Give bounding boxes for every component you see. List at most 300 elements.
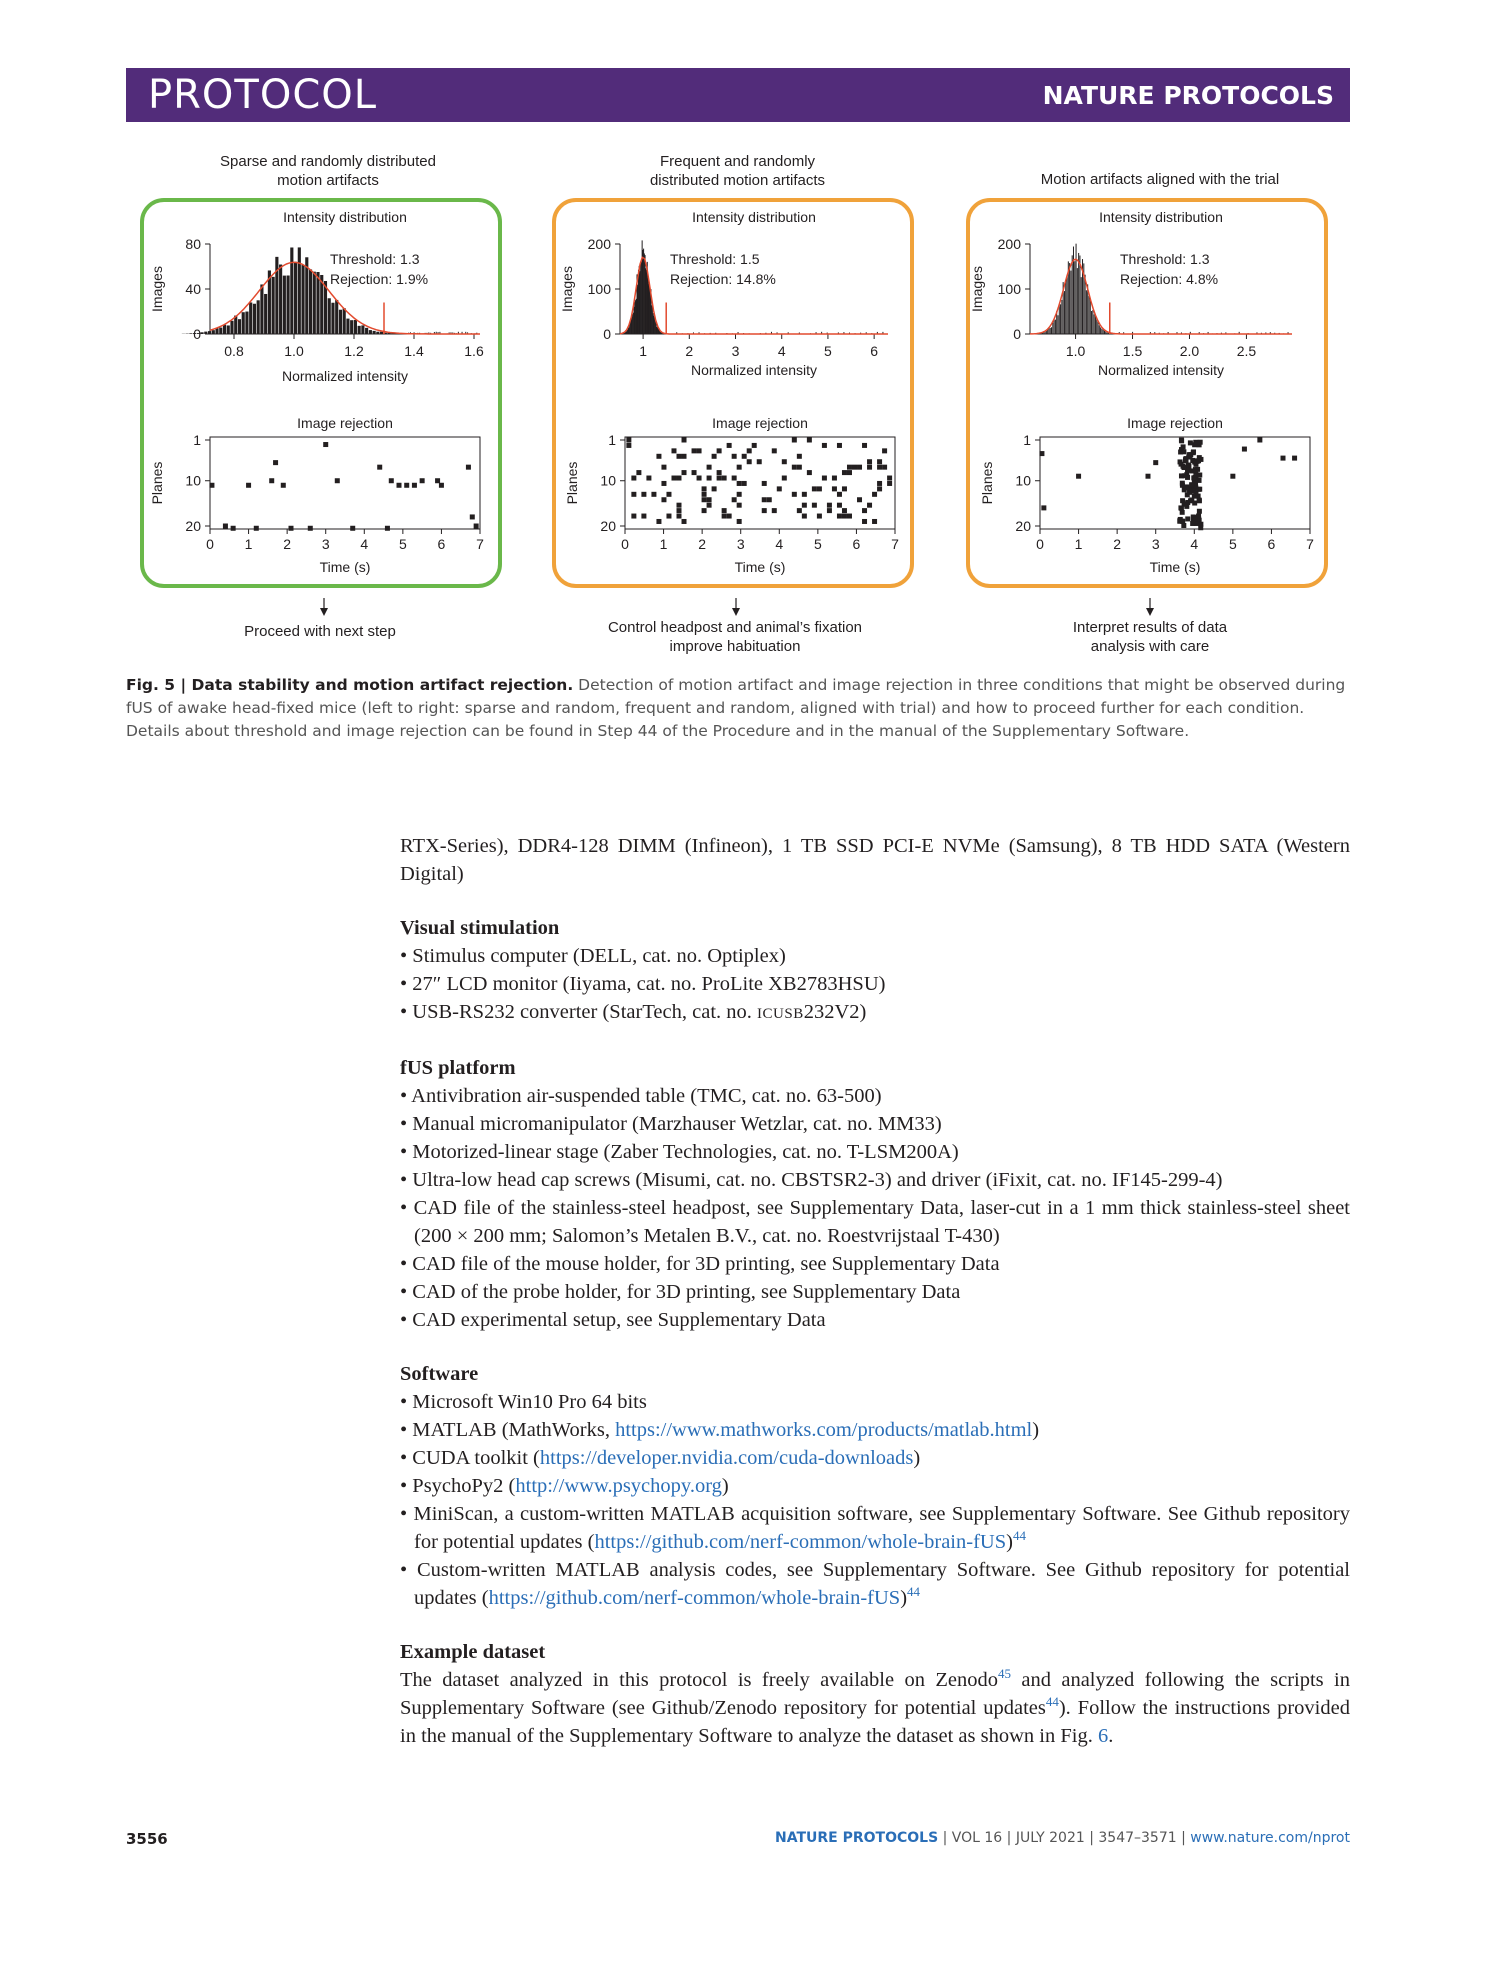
rejected-image-dot	[797, 465, 802, 470]
rejected-image-dot	[666, 514, 671, 519]
rejection-y-label: Planes	[979, 461, 995, 505]
rejection-x-tick-label: 7	[1306, 536, 1314, 552]
rejection-x-tick-label: 4	[775, 536, 784, 552]
cuda-link[interactable]: https://developer.nvidia.com/cuda-downloads	[539, 1447, 914, 1469]
rejected-image-dot	[757, 459, 762, 464]
rejected-image-dot	[1182, 501, 1187, 506]
rejection-x-label: Time (s)	[1149, 559, 1201, 575]
gaussian-fit-line	[620, 257, 888, 334]
rejected-image-dot	[641, 492, 646, 497]
hist-x-tick-label: 6	[870, 343, 879, 359]
reference-45[interactable]: 45	[997, 1666, 1011, 1682]
rejected-image-dot	[732, 454, 737, 459]
hist-bar	[1047, 330, 1048, 334]
hist-bar	[1081, 277, 1082, 334]
rejected-image-dot	[822, 476, 827, 481]
rejected-image-dot	[842, 470, 847, 475]
rejected-image-dot	[722, 508, 727, 513]
list-item: • Manual micromanipulator (Marzhauser Wetzlar, cat. no. MM33)	[400, 1113, 942, 1135]
matlab-link[interactable]: https://www.mathworks.com/products/matlab.html	[615, 1419, 1033, 1441]
list-item: • Ultra-low head cap screws (Misumi, cat. no. CBSTSR2-3) and driver (iFixit, cat. no. IF145-299-4)	[400, 1169, 1223, 1191]
rejected-image-dot	[269, 478, 274, 483]
rejected-image-dot	[466, 465, 471, 470]
rejected-image-dot	[842, 514, 847, 519]
hist-x-tick-label: 2.5	[1236, 343, 1257, 359]
rejected-image-dot	[717, 448, 722, 453]
list-item: • Microsoft Win10 Pro 64 bits	[400, 1391, 647, 1413]
rejected-image-dot	[727, 443, 732, 448]
hist-bar	[316, 272, 319, 334]
list-item: • MiniScan, a custom-written MATLAB acquisition software, see Supplementary Software. See Github repository for potential updates (https://github.com/nerf-common/whole-brain-fUS)$^{44}$	[400, 1503, 1350, 1553]
rejected-image-dot	[1230, 474, 1235, 479]
rejected-image-dot	[857, 465, 862, 470]
rejected-image-dot	[692, 448, 697, 453]
rejected-image-dot	[682, 438, 687, 443]
rejected-image-dot	[887, 481, 892, 486]
hist-x-tick-label: 1.5	[1122, 343, 1143, 359]
hist-bar	[1101, 329, 1102, 334]
rejected-image-dot	[882, 448, 887, 453]
reference-44[interactable]: 44	[907, 1584, 921, 1600]
rejected-image-dot	[867, 459, 872, 464]
rejected-image-dot	[702, 486, 707, 491]
hist-bar	[223, 325, 226, 334]
hist-y-tick-label: 0	[193, 326, 201, 342]
hist-bar	[346, 319, 349, 334]
rejected-image-dot	[862, 519, 867, 524]
rejected-image-dot	[867, 465, 872, 470]
rejected-image-dot	[867, 503, 872, 508]
rejected-image-dot	[817, 486, 822, 491]
rejected-image-dot	[827, 503, 832, 508]
rejected-image-dot	[712, 454, 717, 459]
rejected-image-dot	[747, 459, 752, 464]
rejected-image-dot	[682, 470, 687, 475]
rejected-image-dot	[812, 486, 817, 491]
rejected-image-dot	[1179, 506, 1184, 511]
rejected-image-dot	[847, 514, 852, 519]
rejection-x-tick-label: 2	[283, 536, 292, 552]
rejected-image-dot	[641, 514, 646, 519]
hist-bar	[331, 303, 334, 334]
rejected-image-dot	[842, 508, 847, 513]
rejected-image-dot	[385, 526, 390, 531]
rejected-image-dot	[742, 454, 747, 459]
footer-citation: NATURE PROTOCOLS | VOL 16 | JULY 2021 | 3547–3571 | www.nature.com/nprot	[774, 1830, 1350, 1846]
rejected-image-dot	[1197, 455, 1202, 460]
rejected-image-dot	[837, 514, 842, 519]
rejected-image-dot	[231, 526, 236, 531]
list-item: • Stimulus computer (DELL, cat. no. Optiplex)	[400, 945, 786, 967]
rejected-image-dot	[661, 481, 666, 486]
hist-y-label: Images	[969, 266, 985, 312]
rejected-image-dot	[802, 514, 807, 519]
rejected-image-dot	[792, 492, 797, 497]
hist-bar	[294, 262, 297, 334]
rejected-image-dot	[872, 519, 877, 524]
rejection-label: Rejection: 4.8%	[1120, 271, 1219, 287]
rejected-image-dot	[656, 454, 661, 459]
rejected-image-dot	[1182, 465, 1187, 470]
rejected-image-dot	[877, 481, 882, 486]
rejected-image-dot	[671, 476, 676, 481]
hist-bar	[1070, 271, 1071, 334]
hist-x-tick-label: 5	[824, 343, 832, 359]
rejection-x-tick-label: 2	[698, 536, 707, 552]
rejected-image-dot	[397, 483, 402, 488]
hist-bar	[1050, 328, 1051, 334]
rejected-image-dot	[782, 459, 787, 464]
hist-bar	[309, 269, 312, 334]
rejected-image-dot	[671, 448, 676, 453]
hist-bar	[358, 326, 361, 334]
rejection-x-tick-label: 1	[659, 536, 668, 552]
hist-bar	[219, 328, 222, 334]
rejected-image-dot	[767, 497, 772, 502]
hist-bar	[264, 294, 267, 334]
rejected-image-dot	[822, 443, 827, 448]
hist-bar	[1108, 333, 1109, 334]
rejected-image-dot	[732, 476, 737, 481]
journal-url[interactable]: www.nature.com/nprot	[1190, 1830, 1350, 1846]
rejected-image-dot	[762, 508, 767, 513]
rejection-label: Rejection: 14.8%	[670, 271, 776, 287]
rejected-image-dot	[802, 492, 807, 497]
hist-x-tick-label: 1.0	[1065, 343, 1086, 359]
rejected-image-dot	[877, 486, 882, 491]
rejection-y-tick-label: 10	[600, 472, 616, 489]
rejected-image-dot	[847, 465, 852, 470]
rejected-image-dot	[646, 476, 651, 481]
rejected-image-dot	[626, 443, 631, 448]
rejected-image-dot	[677, 476, 682, 481]
rejection-x-tick-label: 4	[1190, 536, 1199, 552]
rejection-x-tick-label: 6	[852, 536, 861, 552]
hist-bar	[1052, 323, 1053, 334]
hist-x-label: Normalized intensity	[281, 368, 409, 384]
hist-y-tick-label: 0	[1013, 326, 1021, 342]
rejected-image-dot	[862, 508, 867, 513]
rejection-x-tick-label: 3	[736, 536, 745, 552]
hist-bar	[313, 272, 316, 334]
rejection-y-tick-label: 10	[185, 472, 201, 489]
rejected-image-dot	[832, 486, 837, 491]
rejected-image-dot	[1193, 469, 1198, 474]
rejected-image-dot	[682, 454, 687, 459]
reference-44[interactable]: 44	[1012, 1528, 1026, 1544]
rejection-x-tick-label: 5	[1228, 536, 1237, 552]
hist-y-tick-label: 40	[185, 281, 201, 297]
hist-bar	[373, 331, 376, 334]
rejection-x-tick-label: 6	[437, 536, 446, 552]
rejected-image-dot	[692, 470, 697, 475]
rejected-image-dot	[377, 465, 382, 470]
rejected-image-dot	[747, 448, 752, 453]
rejected-image-dot	[1185, 492, 1190, 497]
hist-y-tick-label: 200	[587, 236, 611, 252]
hist-bar	[1059, 305, 1060, 334]
rejection-y-tick-label: 1	[193, 432, 201, 448]
hist-bar	[287, 275, 290, 334]
hist-bar	[245, 312, 248, 334]
panel-2-title: Frequent and randomly distributed motion artifacts	[649, 153, 826, 189]
hist-x-tick-label: 2	[685, 343, 694, 359]
figure-caption	[126, 674, 1350, 743]
rejection-label: Rejection: 1.9%	[330, 271, 429, 287]
rejected-image-dot	[837, 492, 842, 497]
hist-bar	[1057, 315, 1058, 334]
list-item: • CAD experimental setup, see Supplementary Data	[400, 1309, 826, 1331]
hist-bar	[1091, 311, 1092, 334]
hist-bar	[272, 277, 275, 334]
hist-bar	[1107, 332, 1108, 334]
list-item: • CUDA toolkit (https://developer.nvidia.com/cuda-downloads)	[400, 1447, 921, 1469]
hist-bar	[1067, 276, 1068, 334]
rejected-image-dot	[717, 476, 722, 481]
rejected-image-dot	[389, 478, 394, 483]
hist-x-tick-label: 1.4	[404, 343, 424, 359]
hist-bar	[1098, 321, 1099, 334]
rejected-image-dot	[1183, 458, 1188, 463]
rejection-x-tick-label: 7	[476, 536, 484, 552]
rejected-image-dot	[1198, 440, 1203, 445]
github-link[interactable]: https://github.com/nerf-common/whole-brain-fUS	[488, 1587, 901, 1609]
psychopy-link[interactable]: http://www.psychopy.org	[515, 1475, 722, 1497]
hist-x-tick-label: 1	[639, 343, 648, 359]
hist-bar	[343, 308, 346, 334]
threshold-label: Threshold: 1.3	[330, 251, 420, 267]
rejected-image-dot	[887, 476, 892, 481]
rejected-image-dot	[707, 497, 712, 502]
figure-5-charts	[0, 0, 1489, 660]
hist-bar	[1104, 331, 1105, 334]
panel-3-note: Interpret results of data analysis with care	[1072, 619, 1228, 655]
hist-bar	[1100, 327, 1101, 334]
hist-bar	[279, 265, 282, 334]
rejected-image-dot	[877, 459, 882, 464]
hist-bar	[1060, 304, 1061, 334]
rejection-x-label: Time (s)	[734, 559, 786, 575]
arrow-head	[732, 608, 740, 616]
page-number: 3556	[126, 1830, 168, 1848]
rejected-image-dot	[697, 448, 702, 453]
rejected-image-dot	[474, 524, 479, 529]
rejected-image-dot	[717, 470, 722, 475]
rejected-image-dot	[742, 481, 747, 486]
rejected-image-dot	[273, 460, 278, 465]
rejected-image-dot	[812, 503, 817, 508]
rejected-image-dot	[1181, 449, 1186, 454]
rejected-image-dot	[797, 508, 802, 513]
rejected-image-dot	[727, 514, 732, 519]
rejection-x-label: Time (s)	[319, 559, 371, 575]
rejected-image-dot	[712, 486, 717, 491]
rejected-image-dot	[223, 524, 228, 529]
rejection-y-tick-label: 1	[608, 432, 616, 448]
rejected-image-dot	[882, 465, 887, 470]
hist-title: Intensity distribution	[1099, 209, 1223, 225]
hist-y-tick-label: 80	[185, 236, 201, 252]
hist-bar	[189, 333, 192, 334]
rejection-x-tick-label: 3	[1151, 536, 1160, 552]
hist-bar	[1090, 300, 1091, 334]
rejected-image-dot	[807, 470, 812, 475]
rejection-x-tick-label: 2	[1113, 536, 1122, 552]
rejected-image-dot	[1257, 438, 1262, 443]
hist-bar	[1072, 255, 1073, 334]
rejected-image-dot	[782, 476, 787, 481]
hist-bar	[1077, 268, 1078, 334]
rejected-image-dot	[661, 465, 666, 470]
rejection-y-tick-label: 20	[185, 518, 201, 534]
rejected-image-dot	[1193, 491, 1198, 496]
rejected-image-dot	[847, 470, 852, 475]
rejected-image-dot	[1189, 482, 1194, 487]
hist-bar	[1076, 244, 1077, 334]
rejected-image-dot	[837, 503, 842, 508]
rejection-x-tick-label: 5	[398, 536, 407, 552]
journal-name: NATURE PROTOCOLS	[1042, 81, 1334, 110]
hist-title: Intensity distribution	[283, 209, 407, 225]
hist-bar	[365, 328, 368, 334]
hist-bar	[253, 304, 256, 334]
rejected-image-dot	[827, 508, 832, 513]
hist-bar	[249, 302, 252, 334]
rejected-image-dot	[631, 514, 636, 519]
hist-bar	[301, 265, 304, 334]
hist-bar	[283, 276, 286, 334]
hist-bar	[208, 331, 211, 334]
rejected-image-dot	[702, 508, 707, 513]
rejected-image-dot	[1281, 456, 1286, 461]
arrow-head	[320, 608, 328, 616]
fig-6-link[interactable]: 6	[1097, 1725, 1109, 1747]
hist-bar	[361, 325, 364, 334]
hist-x-tick-label: 1.2	[344, 343, 364, 359]
hist-bar	[260, 284, 263, 334]
rejected-image-dot	[1179, 438, 1184, 443]
rejected-image-dot	[631, 492, 636, 497]
hist-bar	[380, 332, 383, 334]
threshold-label: Threshold: 1.3	[1120, 251, 1210, 267]
hist-x-label: Normalized intensity	[690, 362, 818, 378]
reference-44[interactable]: 44	[1045, 1694, 1059, 1710]
hist-bar	[1086, 290, 1087, 334]
hist-bar	[201, 332, 204, 334]
rejection-title: Image rejection	[712, 415, 808, 431]
rejected-image-dot	[470, 514, 475, 519]
hist-bar	[215, 328, 218, 334]
hist-bar	[204, 332, 207, 334]
heading-fus-platform: fUS platform	[400, 1057, 516, 1079]
rejected-image-dot	[1146, 474, 1151, 479]
hist-bar	[230, 321, 233, 334]
hist-bar	[1055, 320, 1056, 334]
hist-bar	[1069, 263, 1070, 334]
rejected-image-dot	[1076, 474, 1081, 479]
rejected-image-dot	[1041, 505, 1046, 510]
hist-bar	[298, 247, 301, 334]
hist-bar	[193, 333, 196, 334]
hist-bar	[242, 312, 245, 334]
hist-title: Intensity distribution	[692, 209, 816, 225]
rejected-image-dot	[1292, 456, 1297, 461]
rejection-y-tick-label: 20	[600, 518, 616, 534]
caption-text: Detection of motion artifact and image rejection in three conditions that might be observed during fUS of awake head-fixed mice (left to right: sparse and random, frequent and random, aligned with trial) and how to proceed further for each condition. Details about threshold and image rejection can be found in Step 44 of the Procedure and in the manual of the Supplementary Software.	[126, 676, 1346, 740]
rejected-image-dot	[682, 519, 687, 524]
rejected-image-dot	[872, 492, 877, 497]
hist-bar	[1095, 316, 1096, 334]
hist-x-tick-label: 3	[731, 343, 740, 359]
rejected-image-dot	[335, 478, 340, 483]
hist-bar	[1051, 327, 1052, 334]
rejected-image-dot	[289, 526, 294, 531]
list-item: • CAD file of the stainless-steel headpost, see Supplementary Data, laser-cut in a 1 mm thick stainless-steel sheet (200 × 200 mm; Salomon’s Metalen B.V., cat. no. Roestvrijstaal T-430)	[400, 1197, 1350, 1247]
heading-visual-stimulation: Visual stimulation	[400, 917, 560, 939]
rejected-image-dot	[877, 465, 882, 470]
rejected-image-dot	[435, 478, 440, 483]
list-item: • PsychoPy2 (http://www.psychopy.org)	[400, 1475, 729, 1497]
hist-bar	[227, 325, 230, 334]
example-paragraph: The dataset analyzed in this protocol is freely available on Zenodo$^{45}$ and analyzed following the scripts in Supplementary Software (see Github/Zenodo repository for potential updates$^{44}$). Follow the instructions provided in the manual of the Supplementary Software to analyze the dataset as shown in Fig. 6.	[400, 1666, 1350, 1747]
rejected-image-dot	[737, 503, 742, 508]
rejected-image-dot	[817, 514, 822, 519]
rejected-image-dot	[661, 497, 666, 502]
rejected-image-dot	[412, 483, 417, 488]
rejected-image-dot	[792, 465, 797, 470]
rejected-image-dot	[1197, 509, 1202, 514]
rejected-image-dot	[707, 476, 712, 481]
rejection-y-tick-label: 10	[1015, 472, 1031, 489]
hist-bar	[212, 330, 215, 334]
rejection-y-tick-label: 1	[1023, 432, 1031, 448]
list-item: • CAD file of the mouse holder, for 3D printing, see Supplementary Data	[400, 1253, 1000, 1275]
rejected-image-dot	[209, 483, 214, 488]
hist-bar	[376, 332, 379, 334]
github-link[interactable]: https://github.com/nerf-common/whole-brain-fUS	[594, 1531, 1007, 1553]
hist-x-tick-label: 1.0	[284, 343, 304, 359]
rejection-x-tick-label: 1	[244, 536, 253, 552]
rejected-image-dot	[792, 438, 797, 443]
rejected-image-dot	[677, 514, 682, 519]
rejected-image-dot	[722, 514, 727, 519]
rejection-x-tick-label: 0	[1036, 536, 1044, 552]
hist-bar	[1064, 291, 1065, 334]
rejection-x-tick-label: 6	[1267, 536, 1276, 552]
rejected-image-dot	[1182, 473, 1187, 478]
list-item: • MATLAB (MathWorks, https://www.mathworks.com/products/matlab.html)	[400, 1419, 1040, 1441]
hist-bar	[328, 298, 331, 334]
list-item: • CAD of the probe holder, for 3D printing, see Supplementary Data	[400, 1281, 961, 1303]
rejected-image-dot	[1153, 460, 1158, 465]
rejected-image-dot	[1039, 451, 1044, 456]
rejected-image-dot	[1192, 501, 1197, 506]
rejected-image-dot	[737, 519, 742, 524]
rejection-title: Image rejection	[297, 415, 393, 431]
hist-bar	[1061, 300, 1062, 334]
rejected-image-dot	[677, 508, 682, 513]
hist-bar	[1085, 275, 1086, 334]
list-item: • Antivibration air-suspended table (TMC, cat. no. 63-500)	[400, 1085, 882, 1107]
panel-3-title: Motion artifacts aligned with the trial	[1040, 171, 1280, 188]
rejection-x-tick-label: 1	[1074, 536, 1083, 552]
hist-bar	[1065, 280, 1066, 334]
hist-bar	[1099, 325, 1100, 334]
rejected-image-dot	[1193, 440, 1198, 445]
rejected-image-dot	[308, 526, 313, 531]
rejected-image-dot	[350, 526, 355, 531]
rejected-image-dot	[807, 438, 812, 443]
